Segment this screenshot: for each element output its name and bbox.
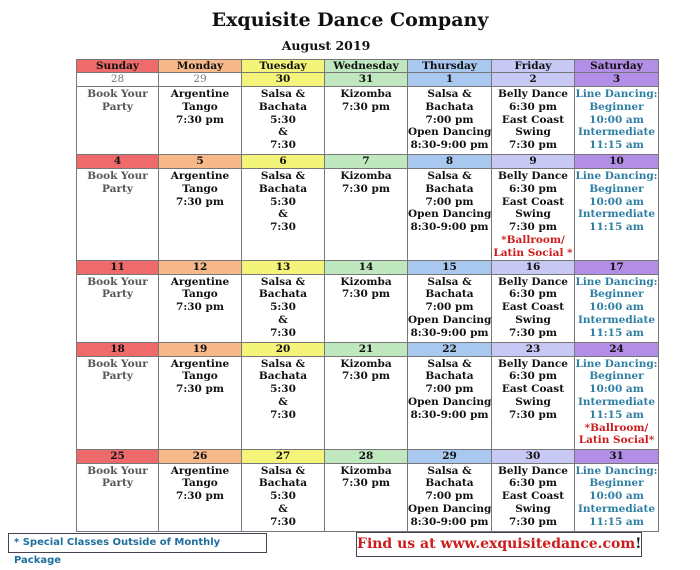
date-number: 30: [242, 73, 325, 87]
class-text: 7:30: [270, 139, 296, 152]
date-number: 16: [492, 260, 575, 274]
class-text: 11:15 am: [589, 221, 644, 234]
date-number: 20: [242, 342, 325, 356]
class-text: 5:30: [270, 113, 296, 126]
class-text: Belly Dance: [498, 275, 568, 288]
class-text: Kizomba: [340, 464, 392, 477]
class-text: 8:30-9:00 pm: [410, 139, 489, 152]
class-text: Intermediate: [577, 502, 656, 515]
class-text: Salsa &: [427, 88, 472, 100]
class-text: 10:00 am: [589, 383, 644, 396]
date-number: 7: [325, 155, 408, 169]
date-number: 13: [242, 260, 325, 274]
class-text: 7:00 pm: [425, 113, 474, 126]
class-text: Open Dancing: [408, 502, 492, 515]
class-text: 7:30 pm: [509, 515, 557, 528]
class-text: East Coast: [501, 113, 565, 126]
schedule-cell: [242, 356, 325, 449]
class-text: Open Dancing: [408, 395, 492, 408]
company-title: Exquisite Dance Company: [211, 9, 489, 31]
class-text: Kizomba: [340, 88, 392, 100]
class-text: Salsa &: [427, 275, 472, 288]
class-text: Beginner: [589, 182, 644, 195]
class-text: 6:30 pm: [509, 100, 557, 113]
schedule-cell: [242, 463, 325, 531]
schedule-cell: [77, 169, 159, 261]
class-text: 8:30-9:00 pm: [410, 408, 489, 421]
class-text: &: [278, 126, 288, 139]
schedule-cell: [575, 356, 659, 449]
schedule-cell: [77, 463, 159, 531]
class-text: 7:00 pm: [425, 383, 474, 396]
class-text: Bachata: [425, 100, 474, 113]
class-text: Kizomba: [340, 170, 392, 182]
date-number: 5: [159, 155, 242, 169]
schedule-cell: [242, 87, 325, 155]
class-text: Salsa &: [427, 357, 472, 370]
date-row: [77, 260, 659, 274]
weekday-header-row: [77, 60, 659, 73]
class-text: Salsa &: [260, 464, 306, 477]
class-text: 5:30: [270, 301, 296, 314]
schedule-cell: [492, 356, 575, 449]
class-text: Argentine: [170, 275, 230, 288]
class-text: Tango: [182, 477, 218, 490]
class-text: 11:15 am: [589, 515, 644, 528]
class-text: Bachata: [258, 288, 308, 301]
class-text: Salsa &: [260, 357, 306, 370]
class-text: Party: [102, 288, 133, 301]
date-number: 30: [492, 449, 575, 463]
class-text: Tango: [182, 370, 218, 383]
class-text: Salsa &: [260, 275, 306, 288]
class-text: Bachata: [258, 100, 308, 113]
website-link[interactable]: www.exquisitedance.com: [440, 536, 636, 552]
class-text: Kizomba: [340, 357, 392, 370]
month-title: August 2019: [281, 38, 371, 53]
class-text: Bachata: [258, 477, 308, 490]
class-text: Open Dancing: [408, 126, 492, 139]
date-number: 19: [159, 342, 242, 356]
class-text: *Ballroom/: [584, 421, 649, 434]
class-text: 11:15 am: [589, 326, 644, 339]
class-text: Book Your: [87, 275, 148, 288]
class-text: Latin Social*: [578, 434, 655, 447]
find-us-label: Find us at: [357, 536, 436, 552]
date-number: 26: [159, 449, 242, 463]
date-number: 18: [77, 342, 159, 356]
class-text: Party: [102, 100, 133, 113]
class-text: Swing: [515, 313, 551, 326]
date-number: 2: [492, 73, 575, 87]
class-text: Belly Dance: [498, 464, 568, 477]
class-text: Salsa &: [260, 88, 306, 100]
schedule-row: [77, 274, 659, 342]
exclaim: !: [635, 536, 642, 552]
class-text: 10:00 am: [589, 490, 644, 503]
schedule-cell: [242, 274, 325, 342]
date-row: [77, 73, 659, 87]
date-number: 28: [77, 73, 159, 87]
schedule-row: [77, 463, 659, 531]
class-text: &: [278, 208, 288, 221]
class-text: 7:30: [270, 515, 296, 528]
schedule-cell: [408, 87, 492, 155]
date-number: 31: [575, 449, 659, 463]
class-text: 7:30 pm: [342, 182, 390, 195]
class-text: Belly Dance: [498, 170, 568, 182]
class-text: 5:30: [270, 383, 296, 396]
class-text: 8:30-9:00 pm: [410, 221, 489, 234]
class-text: Argentine: [170, 88, 230, 100]
class-text: Bachata: [425, 182, 474, 195]
weekday-header-0: Sunday: [77, 60, 159, 73]
weekday-header-6: Saturday: [575, 60, 659, 73]
date-number: 3: [575, 73, 659, 87]
schedule-cell: [492, 87, 575, 155]
date-row: [77, 155, 659, 169]
schedule-row: [77, 87, 659, 155]
class-text: 7:30 pm: [342, 370, 390, 383]
weekday-header-2: Tuesday: [242, 60, 325, 73]
date-number: 27: [242, 449, 325, 463]
class-text: Argentine: [170, 357, 230, 370]
class-text: 7:30 pm: [509, 408, 557, 421]
date-number: 15: [408, 260, 492, 274]
class-text: 7:30 pm: [176, 383, 224, 396]
schedule-cell: [159, 356, 242, 449]
class-text: Argentine: [170, 464, 230, 477]
date-number: 11: [77, 260, 159, 274]
class-text: Book Your: [87, 464, 148, 477]
class-text: &: [278, 313, 288, 326]
schedule-cell: [575, 169, 659, 261]
class-text: 7:30 pm: [509, 221, 557, 234]
class-text: Book Your: [87, 357, 148, 370]
date-number: 6: [242, 155, 325, 169]
class-text: Intermediate: [577, 395, 656, 408]
calendar-table: [76, 59, 659, 532]
schedule-cell: [408, 274, 492, 342]
class-text: *Ballroom/: [501, 233, 565, 246]
schedule-cell: [77, 356, 159, 449]
schedule-cell: [159, 87, 242, 155]
class-text: Tango: [182, 182, 218, 195]
date-number: 4: [77, 155, 159, 169]
schedule-cell: [408, 169, 492, 261]
class-text: Belly Dance: [498, 357, 568, 370]
date-number: 23: [492, 342, 575, 356]
class-text: 7:30 pm: [176, 490, 224, 503]
class-text: Line Dancing:: [575, 88, 658, 100]
class-text: 6:30 pm: [509, 182, 557, 195]
class-text: Line Dancing:: [575, 275, 658, 288]
class-text: 7:30: [270, 221, 296, 234]
date-number: 8: [408, 155, 492, 169]
class-text: Line Dancing:: [575, 357, 658, 370]
class-text: East Coast: [501, 383, 565, 396]
class-text: 7:30: [270, 408, 296, 421]
date-number: 9: [492, 155, 575, 169]
schedule-cell: [492, 169, 575, 261]
class-text: Beginner: [589, 477, 644, 490]
class-text: &: [278, 395, 288, 408]
weekday-header-3: Wednesday: [325, 60, 408, 73]
class-text: Book Your: [87, 88, 148, 100]
class-text: Beginner: [589, 370, 644, 383]
weekday-header-4: Thursday: [408, 60, 492, 73]
special-classes-note: * Special Classes Outside of Monthly Package: [8, 533, 267, 553]
class-text: Beginner: [589, 288, 644, 301]
class-text: Bachata: [425, 370, 474, 383]
class-text: 10:00 am: [589, 301, 644, 314]
class-text: 6:30 pm: [509, 288, 557, 301]
schedule-cell: [408, 356, 492, 449]
date-number: 24: [575, 342, 659, 356]
schedule-cell: [325, 169, 408, 261]
schedule-cell: [242, 169, 325, 261]
class-text: Kizomba: [340, 275, 392, 288]
date-number: 17: [575, 260, 659, 274]
date-number: 1: [408, 73, 492, 87]
class-text: Swing: [515, 126, 551, 139]
class-text: Salsa &: [427, 170, 472, 182]
class-text: Bachata: [425, 288, 474, 301]
date-number: 29: [159, 73, 242, 87]
class-text: Line Dancing:: [575, 170, 658, 182]
class-text: 7:30 pm: [176, 301, 224, 314]
website-banner[interactable]: [356, 532, 642, 557]
schedule-cell: [575, 463, 659, 531]
schedule-row: [77, 356, 659, 449]
class-text: 7:00 pm: [425, 195, 474, 208]
class-text: Intermediate: [577, 313, 656, 326]
class-text: Party: [102, 182, 133, 195]
class-text: 8:30-9:00 pm: [410, 515, 489, 528]
class-text: Open Dancing: [408, 313, 492, 326]
class-text: East Coast: [501, 301, 565, 314]
schedule-cell: [325, 356, 408, 449]
class-text: 7:30 pm: [509, 139, 557, 152]
class-text: Argentine: [170, 170, 230, 182]
class-text: Beginner: [589, 100, 644, 113]
class-text: Bachata: [425, 477, 474, 490]
class-text: 7:30 pm: [342, 100, 390, 113]
schedule-cell: [159, 274, 242, 342]
class-text: &: [278, 502, 288, 515]
class-text: 7:30 pm: [509, 326, 557, 339]
class-text: Swing: [515, 208, 551, 221]
class-text: 10:00 am: [589, 195, 644, 208]
class-text: 5:30: [270, 490, 296, 503]
class-text: 11:15 am: [589, 408, 644, 421]
date-number: 29: [408, 449, 492, 463]
schedule-cell: [159, 169, 242, 261]
class-text: 7:00 pm: [425, 490, 474, 503]
schedule-cell: [325, 87, 408, 155]
schedule-cell: [575, 274, 659, 342]
date-number: 12: [159, 260, 242, 274]
date-number: 21: [325, 342, 408, 356]
class-text: 7:30: [270, 326, 296, 339]
class-text: 7:30 pm: [342, 477, 390, 490]
schedule-cell: [492, 274, 575, 342]
class-text: Salsa &: [260, 170, 306, 182]
class-text: Party: [102, 477, 133, 490]
class-text: Bachata: [258, 370, 308, 383]
class-text: Swing: [515, 502, 551, 515]
class-text: Tango: [182, 100, 218, 113]
class-text: 7:30 pm: [176, 113, 224, 126]
class-text: Line Dancing:: [575, 464, 658, 477]
class-text: Swing: [515, 395, 551, 408]
schedule-row: [77, 169, 659, 261]
class-text: 7:00 pm: [425, 301, 474, 314]
date-number: 10: [575, 155, 659, 169]
class-text: Tango: [182, 288, 218, 301]
class-text: 11:15 am: [589, 139, 644, 152]
schedule-cell: [575, 87, 659, 155]
date-row: [77, 342, 659, 356]
schedule-cell: [492, 463, 575, 531]
class-text: 8:30-9:00 pm: [410, 326, 489, 339]
schedule-cell: [77, 87, 159, 155]
class-text: Bachata: [258, 182, 308, 195]
weekday-header-1: Monday: [159, 60, 242, 73]
class-text: 6:30 pm: [509, 370, 557, 383]
class-text: East Coast: [501, 195, 565, 208]
date-row: [77, 449, 659, 463]
class-text: Party: [102, 370, 133, 383]
class-text: Salsa &: [427, 464, 472, 477]
class-text: Intermediate: [577, 208, 656, 221]
date-number: 28: [325, 449, 408, 463]
class-text: 7:30 pm: [176, 195, 224, 208]
schedule-cell: [77, 274, 159, 342]
class-text: Open Dancing: [408, 208, 492, 221]
date-number: 14: [325, 260, 408, 274]
schedule-cell: [325, 463, 408, 531]
date-number: 31: [325, 73, 408, 87]
schedule-cell: [159, 463, 242, 531]
class-text: 6:30 pm: [509, 477, 557, 490]
schedule-cell: [408, 463, 492, 531]
weekday-header-5: Friday: [492, 60, 575, 73]
date-number: 25: [77, 449, 159, 463]
class-text: 10:00 am: [589, 113, 644, 126]
class-text: Belly Dance: [498, 88, 568, 100]
class-text: Intermediate: [577, 126, 656, 139]
schedule-cell: [325, 274, 408, 342]
class-text: 5:30: [270, 195, 296, 208]
class-text: Book Your: [87, 170, 148, 182]
class-text: 7:30 pm: [342, 288, 390, 301]
date-number: 22: [408, 342, 492, 356]
class-text: Latin Social *: [493, 246, 573, 259]
class-text: East Coast: [501, 490, 565, 503]
